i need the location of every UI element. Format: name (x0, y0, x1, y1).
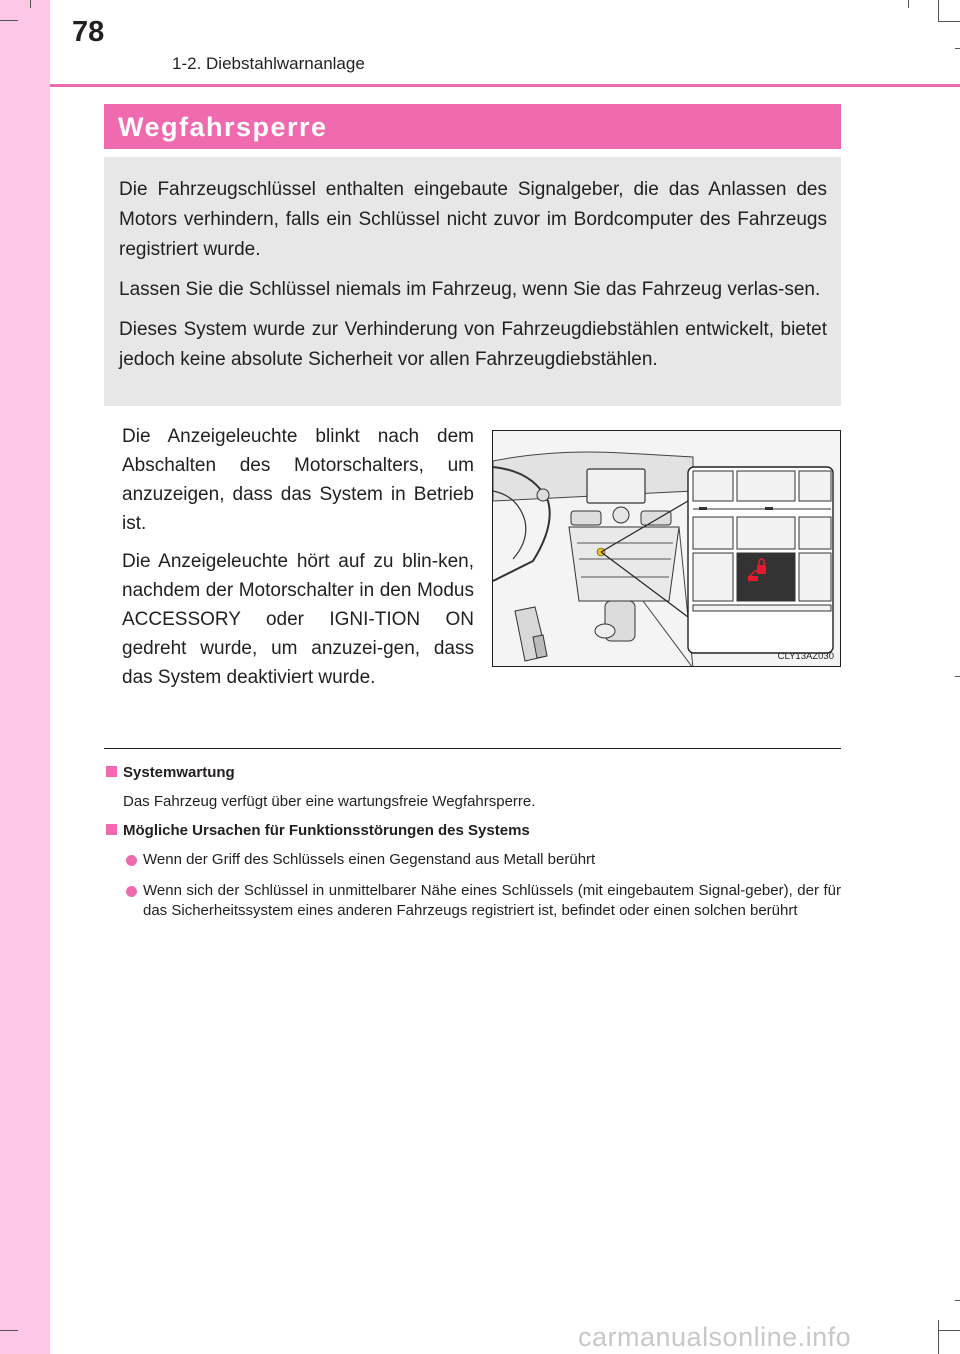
crop-mark (0, 20, 18, 21)
circle-bullet-icon (126, 855, 137, 866)
figure-code: CLY13AZ030 (777, 651, 834, 662)
crop-mark (955, 676, 960, 677)
section-title: Wegfahrsperre (118, 112, 328, 142)
chapter-title: 1-2. Diebstahlwarnanlage (172, 54, 365, 73)
notes-divider (104, 748, 841, 749)
body-paragraph: Die Anzeigeleuchte hört auf zu blin-ken, nachdem der Motorschalter in den Modus ACCESSORY oder IGNI-TION ON gedreht wurde, um anzuzei-gen, dass das System deaktiviert wurde. (122, 551, 474, 688)
note-heading-causes (106, 822, 530, 839)
crop-mark (0, 1330, 18, 1331)
crop-mark (30, 0, 31, 8)
note-text-maintenance: Das Fahrzeug verfügt über eine wartungsfreie Wegfahrsperre. (123, 793, 536, 810)
watermark: carmanualsonline.info (578, 1322, 852, 1352)
note-heading-text: Systemwartung (123, 764, 235, 781)
crop-mark (938, 1330, 960, 1331)
crop-mark (938, 1320, 939, 1354)
header-rule (50, 84, 960, 87)
intro-paragraph: Die Fahrzeugschlüssel enthalten eingebaute Signalgeber, die das Anlassen des Motors verhindern, falls ein Schlüssel nicht zuvor im Bordcomputer des Fahrzeugs registriert wurde. (119, 179, 827, 260)
list-item-text: Wenn sich der Schlüssel in unmittelbarer Nähe eines Schlüssels (mit eingebautem Signal-geber), der für das Sicherheitssystem eines anderen Fahrzeugs registriert ist, befindet oder einen solchen berührt (143, 882, 841, 919)
intro-paragraph: Lassen Sie die Schlüssel niemals im Fahrzeug, wenn Sie das Fahrzeug verlas-sen. (119, 279, 821, 300)
list-item-text: Wenn der Griff des Schlüssels einen Gegenstand aus Metall berührt (143, 851, 596, 868)
body-text (122, 422, 474, 701)
page-number: 78 (72, 16, 105, 48)
section-title-bar (104, 104, 841, 149)
side-color-strip (0, 0, 50, 1354)
square-bullet-icon (106, 824, 117, 835)
square-bullet-icon (106, 766, 117, 777)
crop-mark (955, 1300, 960, 1301)
dashboard-drawing (493, 431, 841, 667)
crop-mark (938, 0, 939, 22)
intro-box (104, 157, 841, 406)
crop-mark (938, 21, 960, 22)
crop-mark (955, 48, 960, 49)
body-paragraph: Die Anzeigeleuchte blinkt nach dem Abschalten des Motorschalters, um anzuzeigen, dass das System in Betrieb ist. (122, 426, 474, 534)
intro-paragraph: Dieses System wurde zur Verhinderung von Fahrzeugdiebstählen entwickelt, bietet jedoch keine absolute Sicherheit vor allen Fahrzeugdiebstählen. (119, 319, 827, 370)
list-item (123, 850, 841, 870)
dashboard-illustration (492, 430, 841, 667)
note-heading-maintenance (106, 764, 235, 781)
circle-bullet-icon (126, 886, 137, 897)
note-heading-text: Mögliche Ursachen für Funktionsstörungen des Systems (123, 822, 530, 839)
crop-mark (908, 0, 909, 8)
list-item (123, 881, 841, 921)
